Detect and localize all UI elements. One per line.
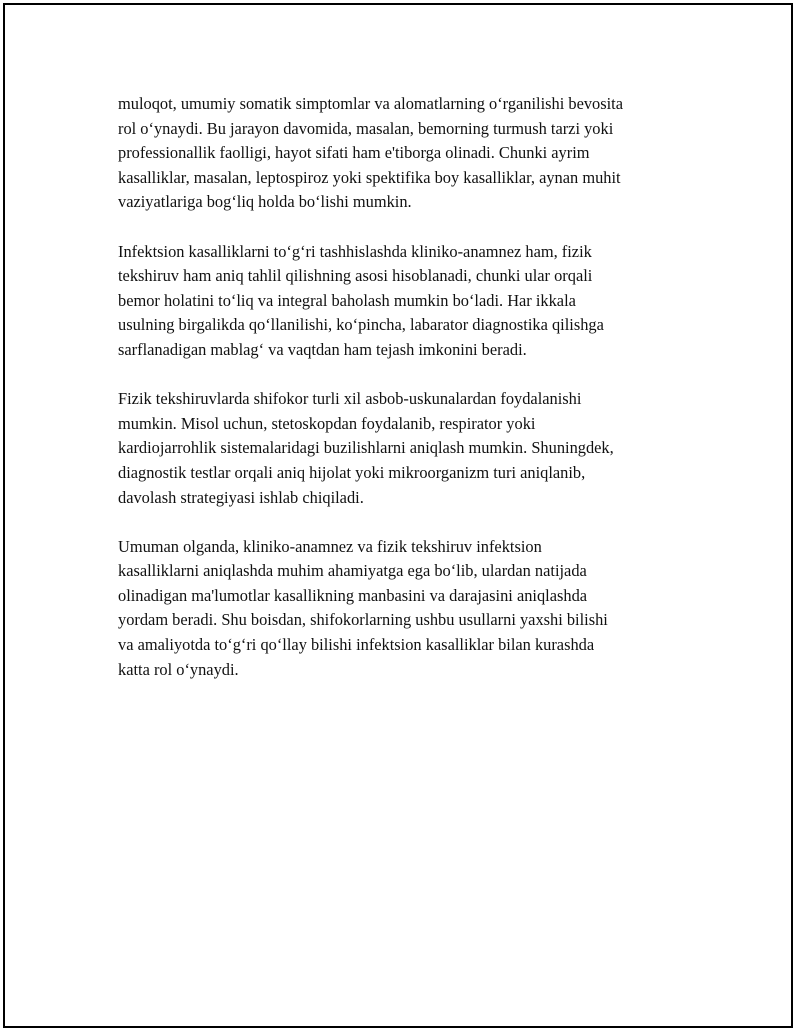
text-line: Fizik tekshiruvlarda shifokor turli xil asbob-uskunalardan foydalanishi bbox=[118, 389, 582, 409]
paragraph-3 bbox=[118, 387, 708, 510]
text-line: kardiojarrohlik sistemalaridagi buzilishlarni aniqlash mumkin. Shuningdek, bbox=[118, 438, 614, 458]
text-line: usulning birgalikda qo‘llanilishi, ko‘pincha, labarator diagnostika qilishga bbox=[118, 315, 604, 335]
text-line: bemor holatini to‘liq va integral baholash mumkin bo‘ladi. Har ikkala bbox=[118, 290, 576, 310]
text-line: diagnostik testlar orqali aniq hijolat yoki mikroorganizm turi aniqlanib, bbox=[118, 462, 586, 482]
document-body bbox=[118, 92, 708, 707]
text-line: muloqot, umumiy somatik simptomlar va alomatlarning o‘rganilishi bevosita bbox=[118, 94, 624, 113]
text-line: kasalliklar, masalan, leptospiroz yoki spektifika boy kasalliklar, aynan muhit bbox=[118, 167, 621, 187]
text-line: va amaliyotda to‘g‘ri qo‘llay bilishi infektsion kasalliklar bilan kurashda bbox=[118, 635, 595, 655]
text-line: mumkin. Misol uchun, stetoskopdan foydalanib, respirator yoki bbox=[118, 413, 536, 433]
text-line: yordam beradi. Shu boisdan, shifokorlarning ushbu usullarni yaxshi bilishi bbox=[118, 610, 608, 630]
text-line: olinadigan ma'lumotlar kasallikning manbasini va darajasini aniqlashda bbox=[118, 585, 588, 605]
text-line: davolash strategiyasi ishlab chiqiladi. bbox=[118, 487, 364, 507]
text-line: rol o‘ynaydi. Bu jarayon davomida, masalan, bemorning turmush tarzi yoki bbox=[118, 118, 614, 138]
text-line: tekshiruv ham aniq tahlil qilishning asosi hisoblanadi, chunki ular orqali bbox=[118, 266, 593, 286]
text-line: kasalliklarni aniqlashda muhim ahamiyatga ega bo‘lib, ulardan natijada bbox=[118, 561, 587, 581]
text-line: Umuman olganda, kliniko-anamnez va fizik tekshiruv infektsion bbox=[118, 536, 542, 556]
paragraph-1 bbox=[118, 92, 708, 215]
text-line: katta rol o‘ynaydi. bbox=[118, 659, 239, 679]
paragraph-4 bbox=[118, 535, 708, 683]
text-line: Infektsion kasalliklarni to‘g‘ri tashhislashda kliniko-anamnez ham, fizik bbox=[118, 241, 592, 261]
text-line: professionallik faolligi, hayot sifati ham e'tiborga olinadi. Chunki ayrim bbox=[118, 143, 590, 163]
text-line: sarflanadigan mablag‘ va vaqtdan ham tejash imkonini beradi. bbox=[118, 339, 527, 359]
paragraph-2 bbox=[118, 240, 708, 363]
text-line: vaziyatlariga bog‘liq holda bo‘lishi mumkin. bbox=[118, 192, 412, 212]
